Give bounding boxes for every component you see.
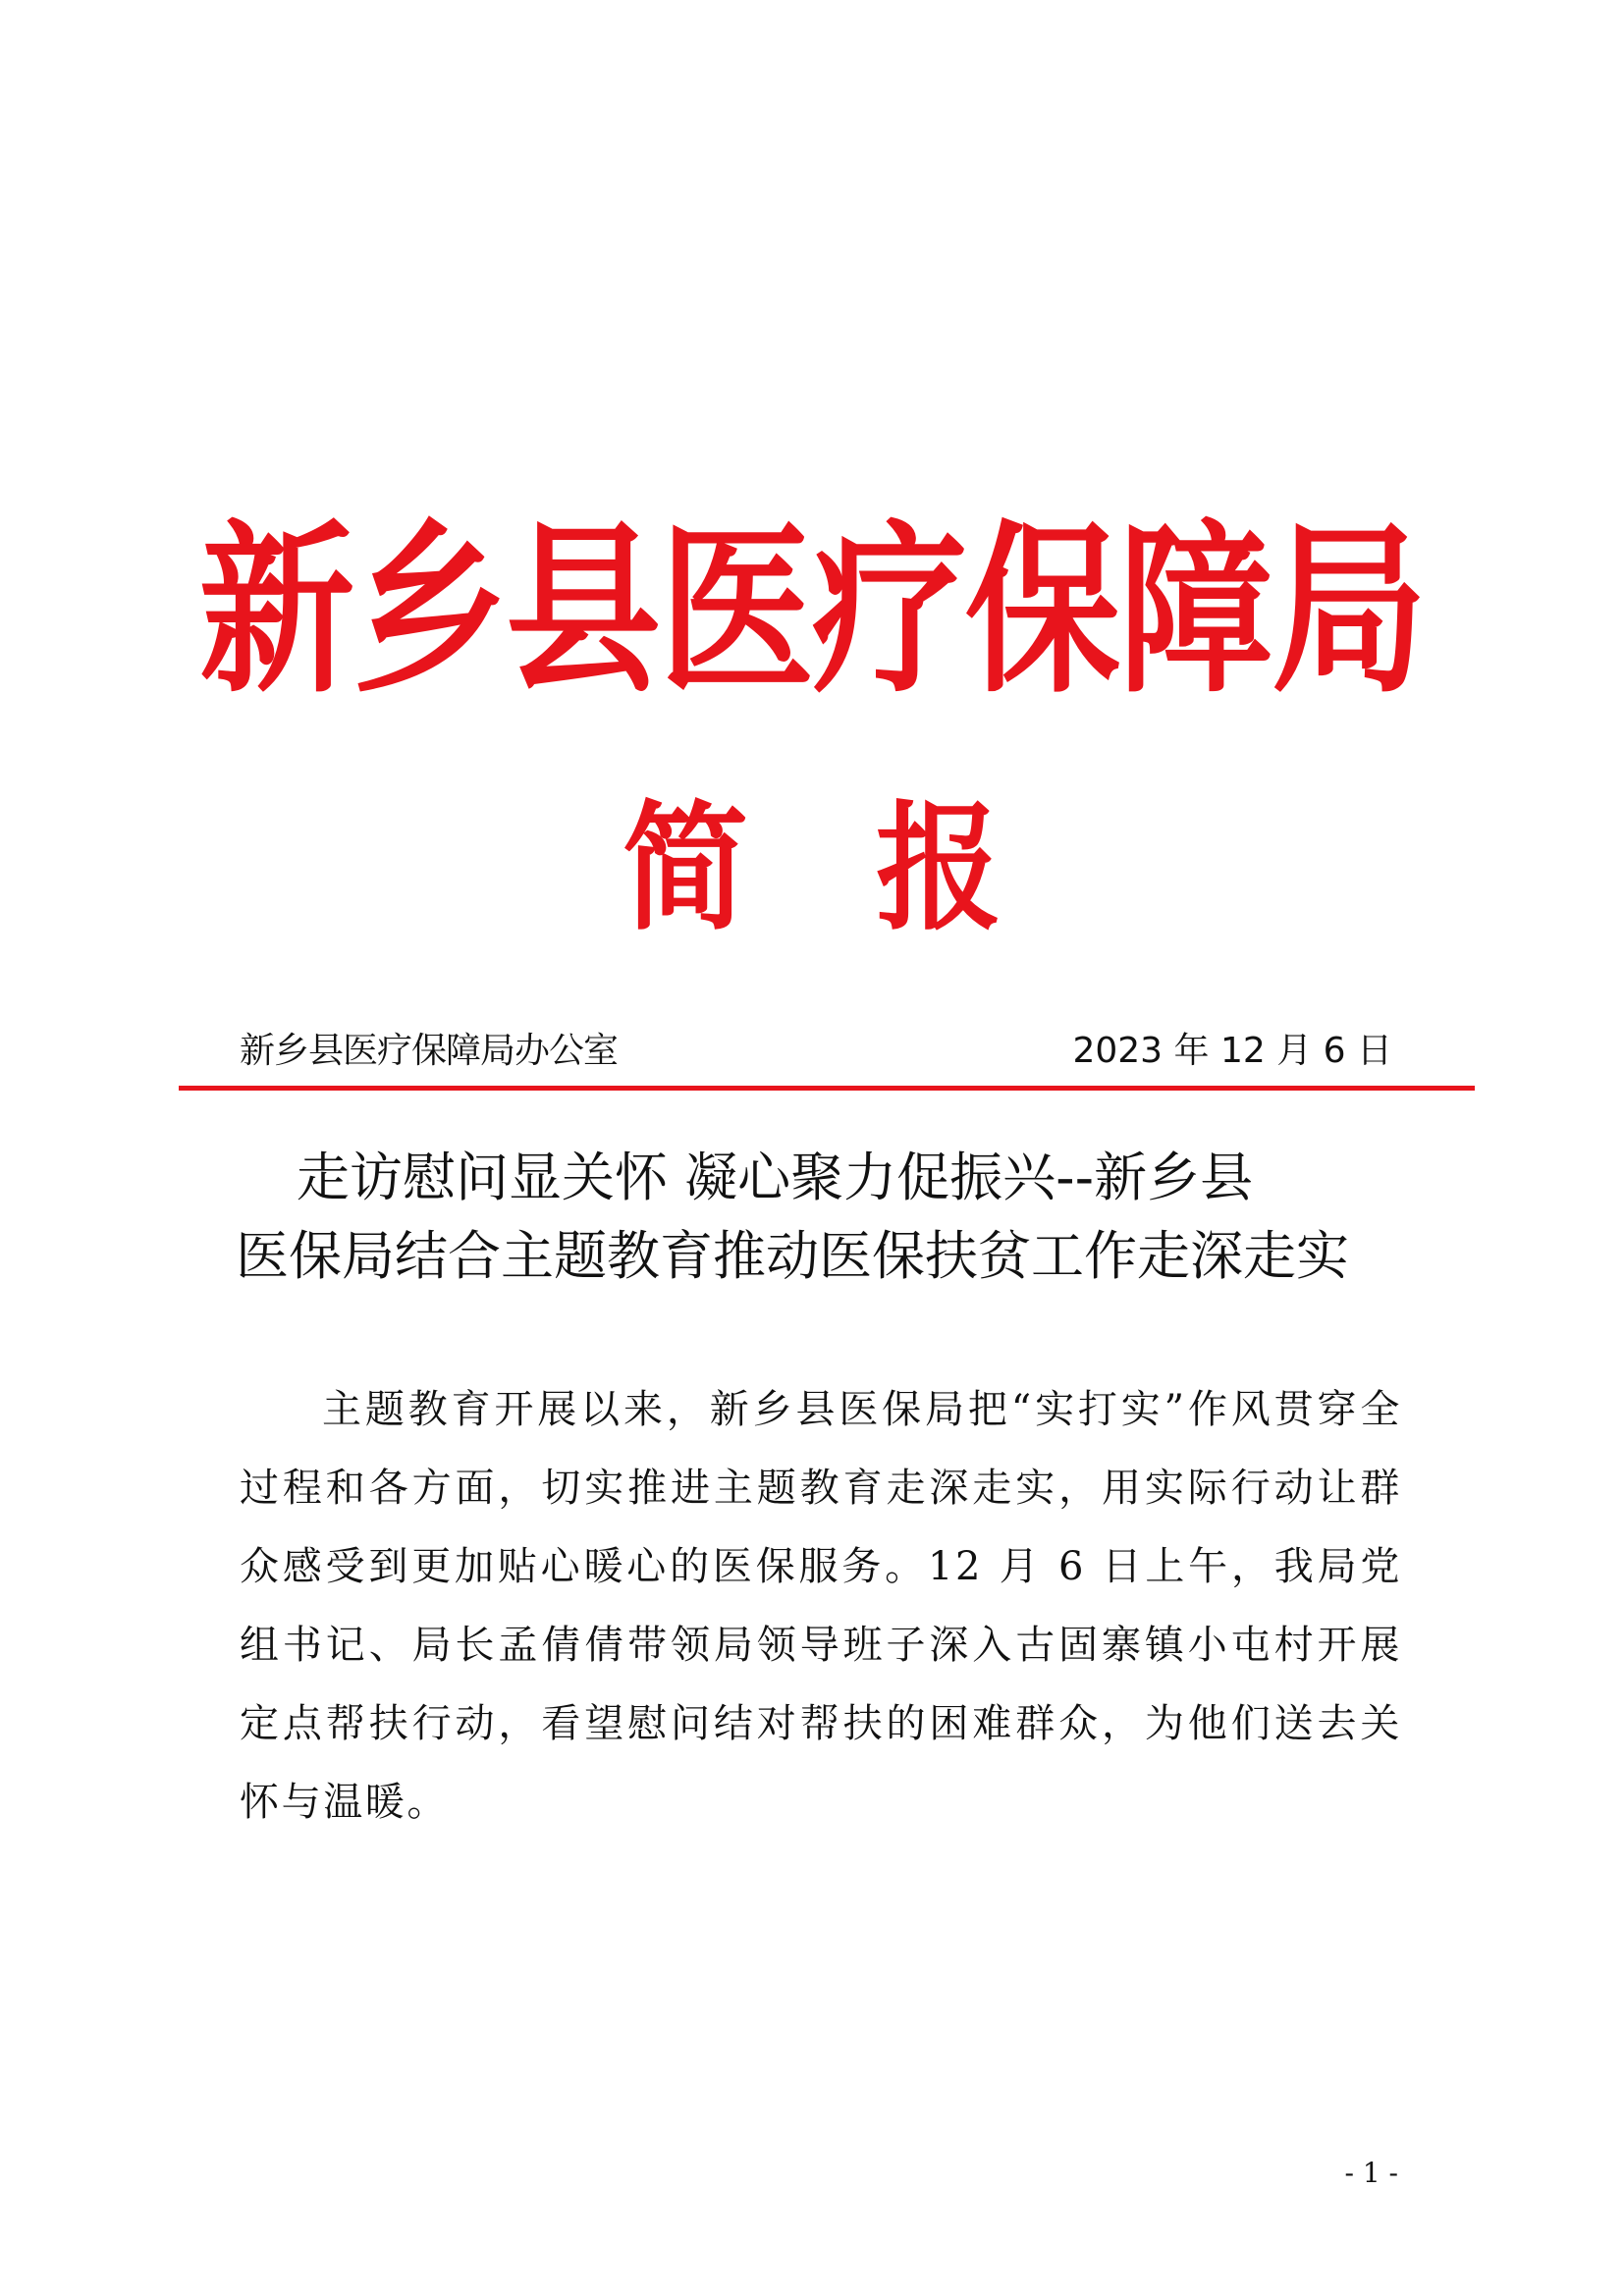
issuer-office: 新乡县医疗保障局办公室 [240, 1031, 619, 1071]
document-type-char-1: 简 [622, 787, 748, 950]
red-divider [179, 1086, 1475, 1091]
article-paragraph: 主题教育开展以来，新乡县医保局把“实打实”作风贯穿全过程和各方面，切实推进主题教育走深走实，用实际行动让群众感受到更加贴心暖心的医保服务。12 月 6 日上午，我局党组书记、局长孟倩倩带领局领导班子深入古固寨镇小屯村开展定点帮扶行动，看望慰问结对帮扶的困难群众，为他们送去关怀与温暖。 [240, 1387, 1402, 1825]
document-type-char-2: 报 [876, 787, 1002, 950]
issue-date: 2023 年 12 月 6 日 [1072, 1031, 1392, 1071]
issuer-row [240, 1027, 1392, 1076]
masthead-title: 新乡县医疗保障局 [199, 504, 1425, 719]
article-title-line-1: 走访慰问显关怀 凝心聚力促振兴--新乡县 [297, 1147, 1254, 1208]
page-number: - 1 - [1344, 2157, 1398, 2189]
article-title-line-2: 医保局结合主题教育推动医保扶贫工作走深走实 [236, 1225, 1349, 1287]
article-title [236, 1139, 1404, 1296]
document-type [0, 787, 1624, 950]
